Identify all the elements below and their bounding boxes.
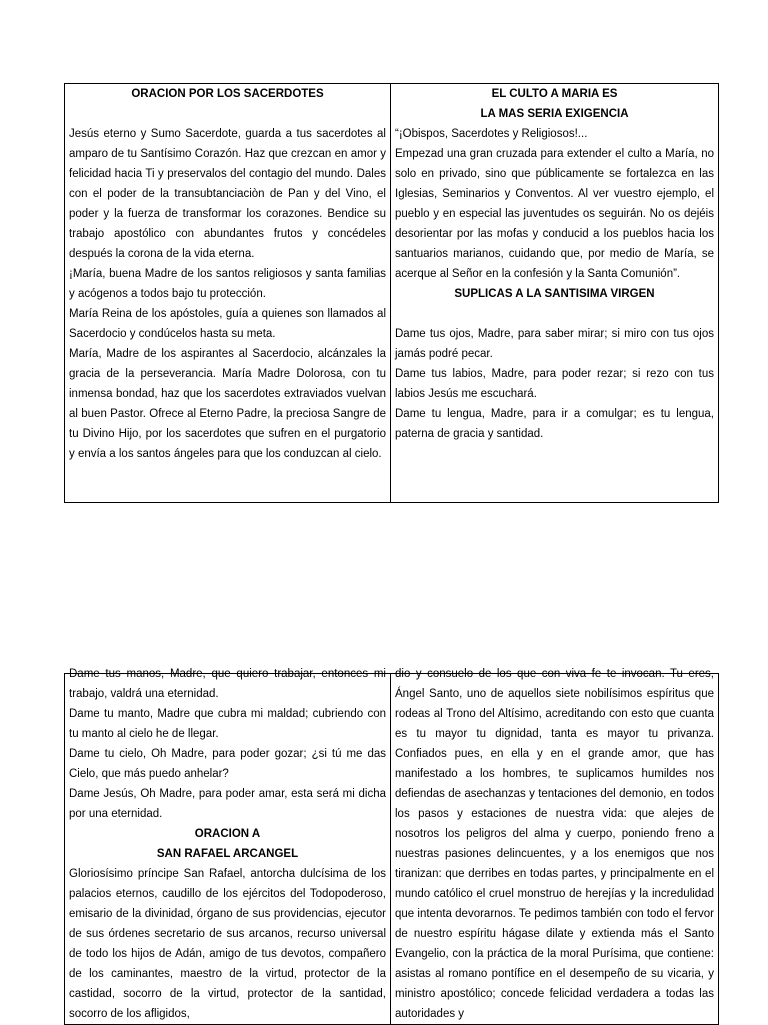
continued-text [69, 664, 386, 1024]
heading-oracion-sacerdotes: ORACION POR LOS SACERDOTES [131, 88, 324, 100]
paragraph: Gloriosísimo príncipe San Rafael, antorcha dulcísima de los palacios eternos, caudillo de los ejércitos del Todopoderoso, emisario de la divinidad, órgano de sus providencias, ejecutor de sus órdenes secretario de sus arcanos, recurso universal de todo los hijos de Adán, amigo de tus devotos, compañero de los caminantes, maestro de la virtud, protector de la castidad, socorro de la virtud, protector de la santidad, socorro de los afligidos, [69, 868, 386, 1020]
paragraph: Jesús eterno y Sumo Sacerdote, guarda a tus sacerdotes al amparo de tu Santísimo Corazón. Haz que crezcan en amor y felicidad hacia Ti y preservalos del contagio del mundo. Dales con el poder de la transubtanciaciòn de Pan y del Vino, el poder y la fuerza de transformar los corazones. Bendice su trabajo apostólico con abundantes frutos y concédeles después la corona de la vida eterna. [69, 128, 386, 260]
top-text-block [64, 83, 719, 503]
spacer [69, 104, 386, 124]
paragraph: Dame tus manos, Madre, que quiero trabajar, entonces mi trabajo, valdrá una eternidad. [69, 668, 386, 700]
left-column [65, 84, 391, 503]
heading-culto-maria-line1: EL CULTO A MARIA ES [491, 88, 618, 100]
paragraph: Dame tus ojos, Madre, para saber mirar; si miro con tus ojos jamás podré pecar. [395, 328, 714, 360]
paragraph: Dame tus labios, Madre, para poder rezar; si rezo con tus labios Jesús me escuchará. [395, 368, 714, 400]
bottom-text-block [64, 668, 719, 1025]
paragraph: María Reina de los apóstoles, guía a quienes son llamados al Sacerdocio y condúcelos hasta su meta. [69, 308, 386, 340]
paragraph: Dame tu manto, Madre que cubra mi maldad; cubriendo con tu manto al cielo he de llegar. [69, 708, 386, 740]
left-column [65, 668, 391, 1025]
paragraph: Dame tu lengua, Madre, para ir a comulgar; es tu lengua, paterna de gracia y santidad. [395, 408, 714, 440]
heading-oracion-a: ORACION A [194, 828, 261, 840]
paragraph: “¡Obispos, Sacerdotes y Religiosos!... [395, 128, 588, 140]
paragraph: Empezad una gran cruzada para extender el culto a María, no solo en privado, sino que públicamente se fortalezca en las Iglesias, Seminarios y Conventos. Al ver vuestro ejemplo, el pueblo y en especial las juventudes os seguirán. No os dejéis desorientar por las mofas y conducid a los pueblos hacia los santuarios marianos, cuidando que, por medio de María, se acerque al Señor en la confesión y la Santa Comunión”. [395, 148, 714, 280]
paragraph: Dame Jesús, Oh Madre, para poder amar, esta será mi dicha por una eternidad. [69, 788, 386, 820]
paragraph: Dame tu cielo, Oh Madre, para poder gozar; ¿si tú me das Cielo, que más puedo anhelar? [69, 748, 386, 780]
right-column [391, 84, 719, 503]
heading-culto-maria-line2: LA MAS SERIA EXIGENCIA [480, 108, 629, 120]
heading-san-rafael: SAN RAFAEL ARCANGEL [156, 848, 299, 860]
heading-suplicas: SUPLICAS A LA SANTISIMA VIRGEN [454, 288, 655, 300]
spacer [395, 304, 714, 324]
paragraph: dio y consuelo de los que con viva fe te invocan. Tu eres, Ángel Santo, uno de aquellos siete nobilísimos espíritus que rodeas al Trono del Altísimo, acreditando con esto que cuanta es tu mayor tu dignidad, tanta es mayor tu privanza. Confiados pues, en ella y en el grande amor, que has manifestado a los hombres, te suplicamos humildes nos defiendas de asechanzas y tentaciones del demonio, en todos los pasos y estaciones de nuestra vida: que alejes de nosotros los peligros del alma y cuerpo, poniendo freno a nuestras pasiones delincuentes, y a los enemigos que nos tiranizan: que derribes en todas partes, y principalmente en el mundo católico el cruel monstruo de herejías y la incredulidad que intenta devorarnos. Te pedimos también con todo el fervor de nuestro espíritu hágase dilate y extienda más el Santo Evangelio, con la práctica de la moral Purísima, que contiene: asistas al romano pontífice en el desempeño de su vicaria, y ministro apostólico; concede felicidad verdadera a todas las autoridades y [395, 668, 714, 1020]
paragraph: María, Madre de los aspirantes al Sacerdocio, alcánzales la gracia de la perseverancia. María Madre Dolorosa, con tu inmensa bondad, haz que los sacerdotes extraviados vuelvan al buen Pastor. Ofrece al Eterno Padre, la preciosa Sangre de tu Divino Hijo, por los sacerdotes que sufren en el purgatorio y envía a los santos ángeles para que los conduzcan al cielo. [69, 348, 386, 460]
right-column [391, 668, 719, 1025]
paragraph: ¡María, buena Madre de los santos religiosos y santa familias y acógenos a todos bajo tu protección. [69, 268, 386, 300]
continued-text [395, 664, 714, 1024]
